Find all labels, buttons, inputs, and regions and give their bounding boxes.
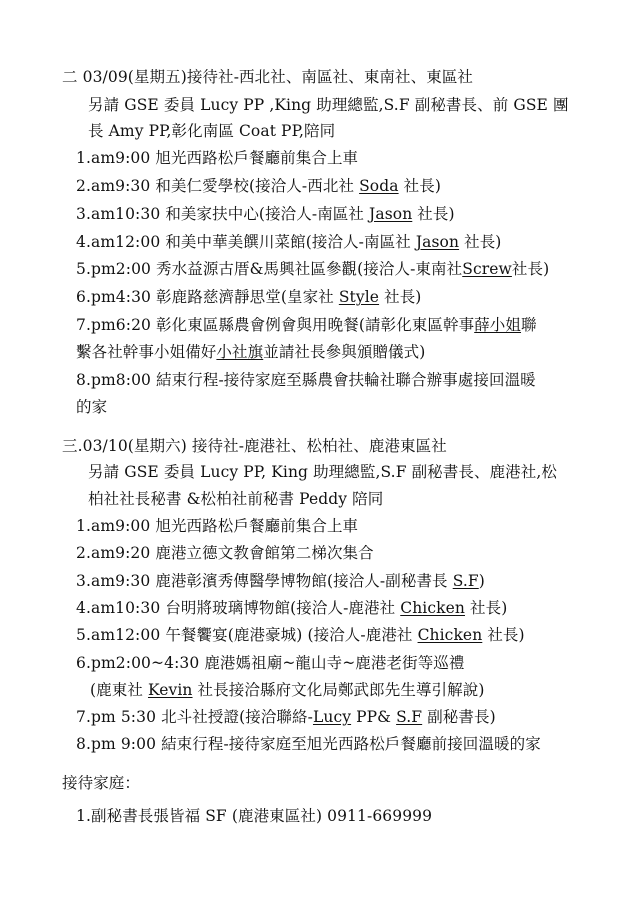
contact-name: Jason [415,233,460,251]
contact-name: Soda [359,177,399,195]
day2-item-5: 5.pm2:00 秀水益源古厝&馬興社區參觀(接洽人-東南社Screw社長) [76,260,550,278]
day2-item-8: 8.pm8:00 結束行程-接待家庭至縣農會扶輪社聯合辦事處接回溫暖 [76,371,536,389]
day2-item-7: 7.pm6:20 彰化東區縣農會例會與用晚餐(請彰化東區幹事薛小姐聯 [76,316,537,334]
day2-header: 二 03/09(星期五)接待社-西北社、南區社、東南社、東區社 [62,68,474,86]
day3-item-3: 3.am9:30 鹿港彰濱秀傳醫學博物館(接洽人-副秘書長 S.F) [76,572,485,590]
contact-name: Screw [462,260,512,278]
day3-item-7: 7.pm 5:30 北斗社授證(接洽聯絡-Lucy PP& S.F 副秘書長) [76,708,496,726]
day3-item-8: 8.pm 9:00 結束行程-接待家庭至旭光西路松戶餐廳前接回溫暖的家 [76,735,541,753]
day2-item-2: 2.am9:30 和美仁愛學校(接洽人-西北社 Soda 社長) [76,177,441,195]
day3-guests-line2: 柏社社長秘書 &松柏社前秘書 Peddy 陪同 [88,490,384,508]
host-family-title: 接待家庭： [62,774,141,792]
day3-item-6-cont: (鹿東社 Kevin 社長接洽縣府文化局鄭武郎先生導引解說) [90,681,485,699]
day2-item-3: 3.am10:30 和美家扶中心(接洽人-南區社 Jason 社長) [76,205,455,223]
contact-name: Chicken [400,599,465,617]
contact-name: Chicken [417,626,483,644]
contact-name: Style [338,288,380,306]
day3-item-2: 2.am9:20 鹿港立德文教會館第二梯次集合 [76,544,374,562]
contact-name: Lucy [312,708,352,726]
day3-item-1: 1.am9:00 旭光西路松戶餐廳前集合上車 [76,517,359,535]
day2-item-6: 6.pm4:30 彰鹿路慈濟靜思堂(皇家社 Style 社長) [76,288,422,306]
host-family-item-1: 1.副秘書長張皆福 SF (鹿港東區社) 0911-669999 [76,807,433,825]
flag-note: 小社旗 [216,343,264,361]
contact-name: S.F [452,572,479,590]
day3-header: 三.03/10(星期六) 接待社-鹿港社、松柏社、鹿港東區社 [62,437,447,455]
day3-item-5: 5.am12:00 午餐饗宴(鹿港豪城) (接洽人-鹿港社 Chicken 社長) [76,626,525,644]
day2-item-7-cont: 繫各社幹事小姐備好小社旗並請社長參與頒贈儀式) [76,343,426,361]
day3-item-4: 4.am10:30 台明將玻璃博物館(接洽人-鹿港社 Chicken 社長) [76,599,508,617]
day3-item-6: 6.pm2:00~4:30 鹿港媽祖廟~龍山寺~鹿港老街等巡禮 [76,654,465,672]
day2-guests-line1: 另請 GSE 委員 Lucy PP ,King 助理總監,S.F 副秘書長、前 GSE 團 [88,96,569,114]
day2-item-1: 1.am9:00 旭光西路松戶餐廳前集合上車 [76,149,359,167]
day2-item-4: 4.am12:00 和美中華美饌川菜館(接洽人-南區社 Jason 社長) [76,233,502,251]
contact-name: S.F [396,708,423,726]
day2-item-8-cont: 的家 [76,398,108,416]
contact-name: Jason [369,205,413,223]
day3-guests-line1: 另請 GSE 委員 Lucy PP, King 助理總監,S.F 副秘書長、鹿港社,松 [88,463,558,481]
contact-name: Kevin [147,681,193,699]
day2-guests-line2: 長 Amy PP,彰化南區 Coat PP,陪同 [88,122,336,140]
contact-name: 薛小姐 [474,316,522,334]
